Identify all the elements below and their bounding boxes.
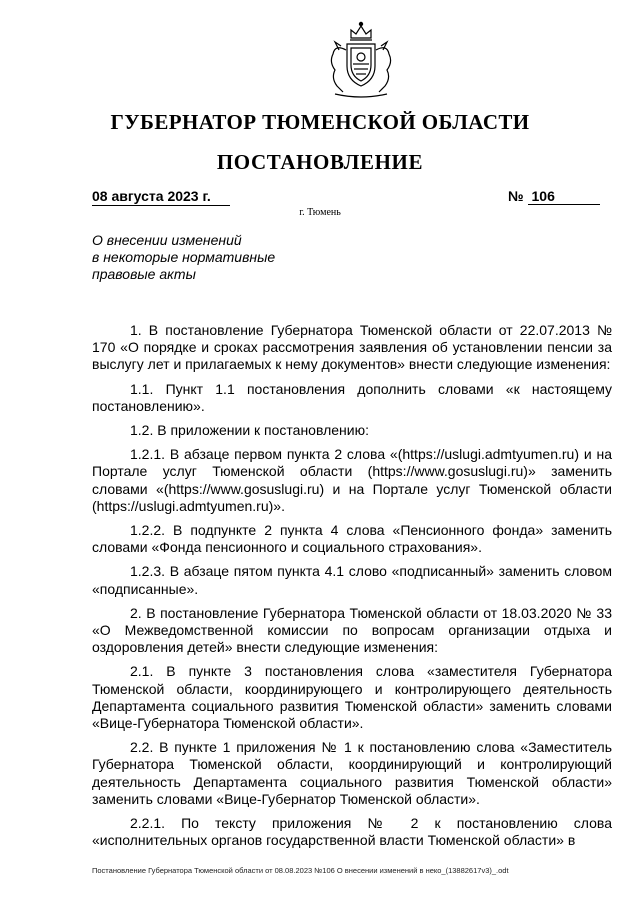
paragraph: 1.2.1. В абзаце первом пункта 2 слова «(https://uslugi.admtyumen.ru) и на Портале услуг Тюменской области (https://www.gosuslugi.ru)» заменить словами «(https://www.gosuslugi.ru) и на Портале услуг Тюменской области (https://uslugi.admtyumen.ru)». xyxy=(92,446,612,514)
subject-line: О внесении изменений xyxy=(92,232,242,248)
paragraph: 2.2. В пункте 1 приложения № 1 к постановлению слова «Заместитель Губернатора Тюменской области, координирующий и контролирующий деятельность Департамента социального развития Тюменской области» заменить словами «Вице-Губернатор Тюменской области». xyxy=(92,739,612,807)
coat-of-arms-icon xyxy=(313,20,409,102)
number-value: 106 xyxy=(528,188,600,205)
number-label: № xyxy=(508,188,524,204)
paragraph: 2. В постановление Губернатора Тюменской области от 18.03.2020 № 33 «О Межведомственной комиссии по вопросам организации отдыха и оздоровления детей» внести следующие изменения: xyxy=(92,604,612,656)
paragraph: 2.1. В пункте 3 постановления слова «заместителя Губернатора Тюменской области, координирующего и контролирующего деятельность Департамента социального развития Тюменской области» заменить словами «Вице-Губернатора Тюменской области». xyxy=(92,663,612,732)
page-footer: Постановление Губернатора Тюменской области от 08.08.2023 №106 О внесении изменений в неко_(13882617v3)_.odt xyxy=(92,866,509,875)
subject-line: правовые акты xyxy=(92,266,196,282)
document-number xyxy=(508,188,600,205)
document-body xyxy=(92,322,612,856)
paragraph: 1.2.2. В подпункте 2 пункта 4 слова «Пенсионного фонда» заменить словами «Фонда пенсионного и социального страхования». xyxy=(92,522,612,556)
governor-title: ГУБЕРНАТОР ТЮМЕНСКОЙ ОБЛАСТИ xyxy=(110,110,530,134)
paragraph: 1.1. Пункт 1.1 постановления дополнить словами «к настоящему постановлению». xyxy=(92,380,612,414)
paragraph: 1.2.3. В абзаце пятом пункта 4.1 слово «подписанный» заменить словом «подписанные». xyxy=(92,563,612,597)
subject-line: в некоторые нормативные xyxy=(92,249,276,265)
document-subject xyxy=(92,232,322,283)
document-date: 08 августа 2023 г. xyxy=(92,188,230,206)
document-type: ПОСТАНОВЛЕНИЕ xyxy=(216,150,424,174)
paragraph: 2.2.1. По тексту приложения № 2 к постановлению слова «исполнительных органов государственной власти Тюменской области» в xyxy=(92,815,612,849)
city-name: г. Тюмень xyxy=(299,207,341,218)
paragraph: 1.2. В приложении к постановлению: xyxy=(130,422,369,439)
paragraph: 1. В постановление Губернатора Тюменской области от 22.07.2013 № 170 «О порядке и сроках рассмотрения заявления об установлении пенсии за выслугу лет и прилагаемых к нему документов» внести следующие изменения: xyxy=(92,322,612,373)
